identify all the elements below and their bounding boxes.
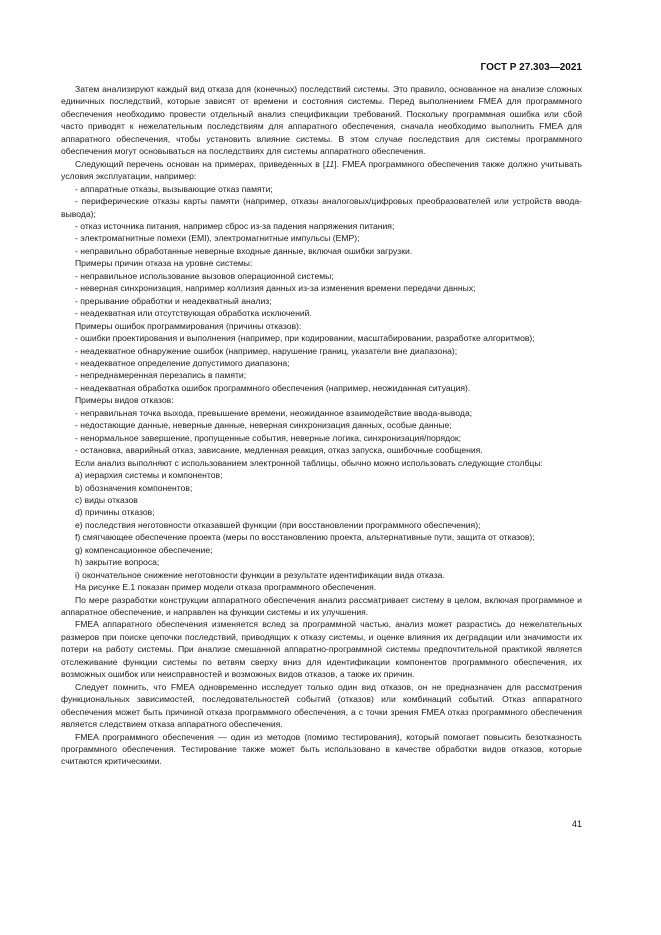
paragraph: На рисунке Е.1 показан пример модели отказа программного обеспечения. [75,582,377,593]
list-item: - неадекватное определение допустимого диапазона; [75,357,290,368]
list-item: - неадекватная обработка ошибок программного обеспечения (например, неожиданная ситуация). [75,382,471,393]
list-item: g) компенсационное обеспечение; [75,544,213,555]
list-item: - недостающие данные, неверные данные, неверная синхронизация данных, особые данные; [75,420,452,431]
list-item: - непреднамеренная перезапись в памяти; [75,370,247,381]
list-item: - электромагнитные помехи (EMI), электромагнитные импульсы (EMP); [75,233,360,244]
list-item: a) иерархия системы и компонентов; [75,470,223,481]
list-item: - отказ источника питания, например сброс из-за падения напряжения питания; [75,220,395,231]
list-item: h) закрытие вопроса; [75,557,160,568]
standard-header: ГОСТ Р 27.303—2021 [480,62,582,73]
paragraph: Примеры причин отказа на уровне системы: [75,258,253,269]
paragraph: По мере разработки конструкции аппаратного обеспечения анализ рассматривает систему в целом, включая программное и аппаратное обеспечение, и направлен на функции системы и их улучшения. [61,594,582,618]
list-item: c) виды отказов [75,494,138,505]
paragraph: Примеры ошибок программирования (причины отказов): [75,320,302,331]
list-item: i) окончательное снижение неготовности функции в результате идентификации вида отказа. [75,569,445,580]
body-text [61,83,582,768]
paragraph: Примеры видов отказов: [75,395,174,406]
paragraph-text: ]. FMEA программного обеспечения также должно учитывать условия эксплуатации, например: [61,158,582,182]
list-item: - неправильно обработанные неверные входные данные, включая ошибки загрузки. [75,245,413,256]
list-item: - ненормальное завершение, пропущенные события, неверные логика, синхронизация/порядок; [75,432,462,443]
reference-number: 11 [325,158,335,169]
list-item: - остановка, аварийный отказ, зависание, медленная реакция, отказ запуска, ошибочные сообщения. [75,445,483,456]
paragraph: FMEA программного обеспечения — один из методов (помимо тестирования), который помогает повысить безотказность программного обеспечения. Тестирование также может быть использовано в качестве обработки видов отказов, которые считаются критическими. [61,731,582,767]
page-number: 41 [571,819,582,829]
list-item: - неправильная точка выхода, превышение времени, неожиданное взаимодействие ввода-вывода; [75,407,473,418]
paragraph: Затем анализируют каждый вид отказа для (конечных) последствий системы. Это правило, основанное на анализе сложных единичных последствий, которые зависят от времени и состояния системы. Перед выполнением FMEA для программного обеспечения необходимо провести отдельный анализ спецификации требований. Поскольку программная ошибка или сбой часто приводят к нежелательным последствиям для аппаратного обеспечения, сначала необходимо выполнить FMEA для аппаратного обеспечения, чтобы установить влияние системы. В этом случае последствия для системы программного обеспечения могут основываться на последствиях для системы аппаратного обеспечения. [61,84,582,157]
paragraph-text: Следующий перечень основан на примерах, приведенных в [ [75,158,326,169]
list-item: b) обозначения компонентов; [75,482,193,493]
list-item: - аппаратные отказы, вызывающие отказ памяти; [75,183,273,194]
list-item: e) последствия неготовности отказавшей функции (при восстановлении программного обеспечения); [75,519,481,530]
paragraph [61,158,582,183]
list-item: - прерывание обработки и неадекватный анализ; [75,295,272,306]
list-item: f) смягчающее обеспечение проекта (меры по восстановлению проекта, альтернативные пути, защита от отказов); [75,532,535,543]
list-item: - неверная синхронизация, например коллизия данных из-за изменения времени передачи данных; [75,283,476,294]
list-item: - неправильное использование вызовов операционной системы; [75,270,334,281]
list-item: - неадекватное обнаружение ошибок (например, нарушение границ, указатели вне диапазона); [75,345,458,356]
list-item: - ошибки проектирования и выполнения (например, при кодировании, масштабировании, разработке алгоритмов); [75,333,535,344]
list-item: - неадекватная или отсутствующая обработка исключений. [75,308,312,319]
paragraph: Следует помнить, что FMEA одновременно исследует только один вид отказов, он не предназначен для рассмотрения функциональных зависимостей, последовательностей событий (отказов) или комбинаций событий. Отказ аппаратного обеспечения может быть причиной отказа программного обеспечения, а с точки зрения FMEA отказ программного обеспечения является следствием отказа аппаратного обеспечения. [61,681,582,730]
paragraph: Если анализ выполняют с использованием электронной таблицы, обычно можно использовать следующие столбцы: [75,457,543,468]
paragraph: FMEA аппаратного обеспечения изменяется вслед за программной частью, анализ может разрастись до нежелательных размеров при поиске цепочки последствий, приводящих к отказу системы, и оценке влияния их деградации или значимости их потери на работу системы. При анализе смешанной аппаратно-программной системы предпочтительной практикой является отслеживание функции системы по ветвям сверху вниз для идентификации компонентов программного обеспечения, их возможных ошибок или неисправностей и возможных видов отказов, а также их причин. [61,619,582,680]
list-item: - периферические отказы карты памяти (например, отказы аналоговых/цифровых преобразователей или устройств ввода-вывода); [61,196,582,219]
list-item: d) причины отказов; [75,507,155,518]
